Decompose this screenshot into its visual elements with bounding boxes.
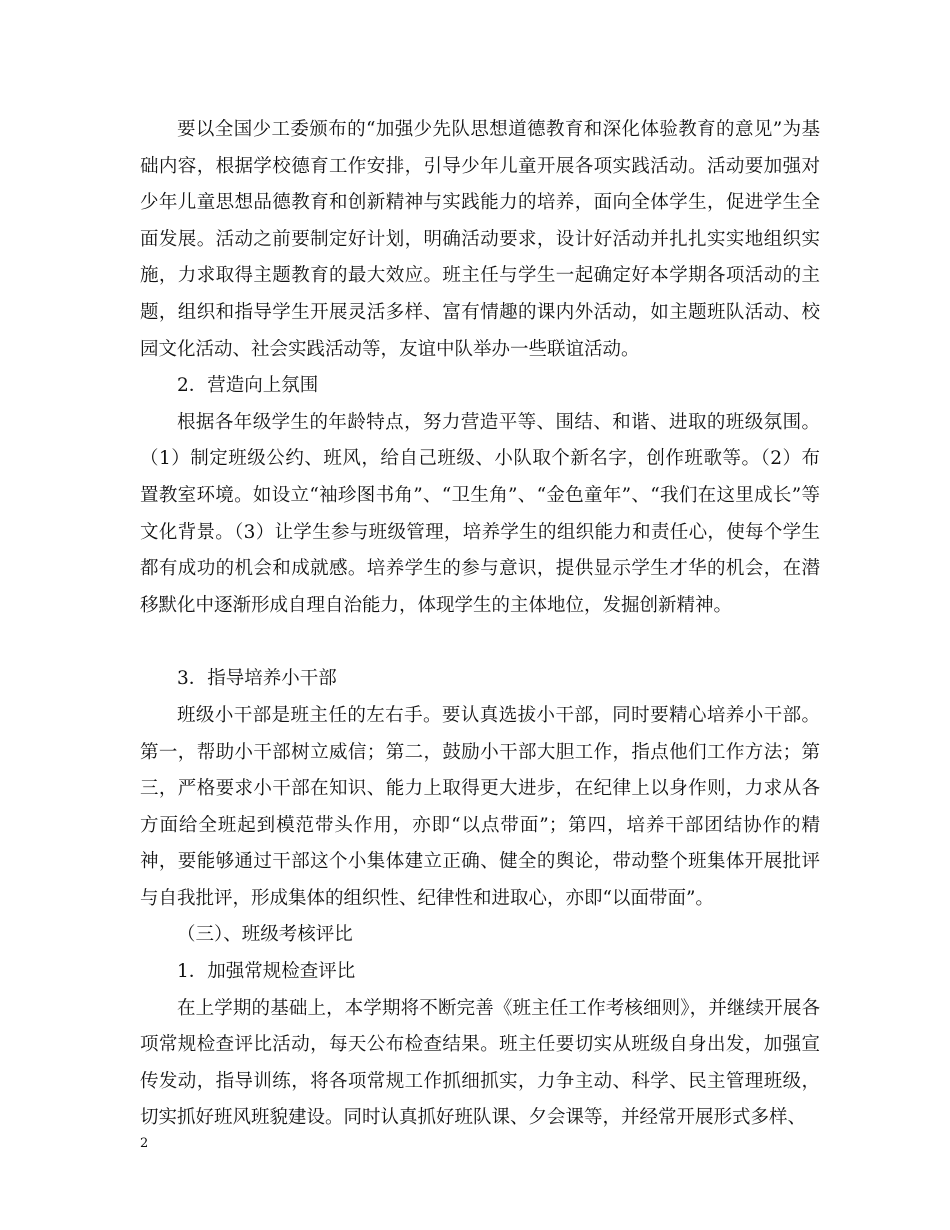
heading-atmosphere: 2．营造向上氛围 [177,375,319,397]
paragraph-activities: 要以全国少工委颁布的“加强少先队思想道德教育和深化体验教育的意见”为基础内容，根据学校德育工作安排，引导少年儿童开展各项实践活动。活动要加强对少年儿童思想品德教育和创新精神与实践能力的培养，面向全体学生，促进学生全面发展。活动之前要制定好计划，明确活动要求，设计好活动并扎扎实实地组织实施，力求取得主题教育的最大效应。班主任与学生一起确定好本学期各项活动的主题，组织和指导学生开展灵活多样、富有情趣的课内外活动，如主题班队活动、校园文化活动、社会实践活动等，友谊中队举办一些联谊活动。 [140,119,820,360]
paragraph-atmosphere: 根据各年级学生的年龄特点，努力营造平等、围结、和谐、进取的班级氛围。（1）制定班级公约、班风，给自己班级、小队取个新名字，创作班歌等。（2）布置教室环境。如设立“袖珍图书角”、“卫生角”、“金色童年”、“我们在这里成长”等文化背景。（3）让学生参与班级管理，培养学生的组织能力和责任心，使每个学生都有成功的机会和成就感。培养学生的参与意识，提供显示学生才华的机会，在潜移默化中逐渐形成自理自治能力，体现学生的主体地位，发掘创新精神。 [140,411,820,616]
paragraph-class-cadres: 班级小干部是班主任的左右手。要认真选拔小干部，同时要精心培养小干部。第一，帮助小干部树立威信；第二，鼓励小干部大胆工作，指点他们工作方法；第三，严格要求小干部在知识、能力上取得更大进步，在纪律上以身作则，力求从各方面给全班起到模范带头作用，亦即“以点带面”；第四，培养干部团结协作的精神，要能够通过干部这个小集体建立正确、健全的舆论，带动整个班集体开展批评与自我批评，形成集体的组织性、纪律性和进取心，亦即“以面带面”。 [140,704,820,909]
document-body [140,112,820,1137]
heading-class-assessment: （三）、班级考核评比 [177,924,353,946]
heading-routine-inspection: 1．加强常规检查评比 [177,961,356,983]
paragraph-routine-inspection: 在上学期的基础上，本学期将不断完善《班主任工作考核细则》，并继续开展各项常规检查评比活动，每天公布检查结果。班主任要切实从班级自身出发，加强宣传发动，指导训练，将各项常规工作抓细抓实，力争主动、科学、民主管理班级，切实抓好班风班貌建设。同时认真抓好班队课、夕会课等，并经常开展形式多样、 [140,997,820,1129]
page-number: 2 [140,1136,149,1151]
heading-class-cadres: 3．指导培养小干部 [177,668,337,690]
